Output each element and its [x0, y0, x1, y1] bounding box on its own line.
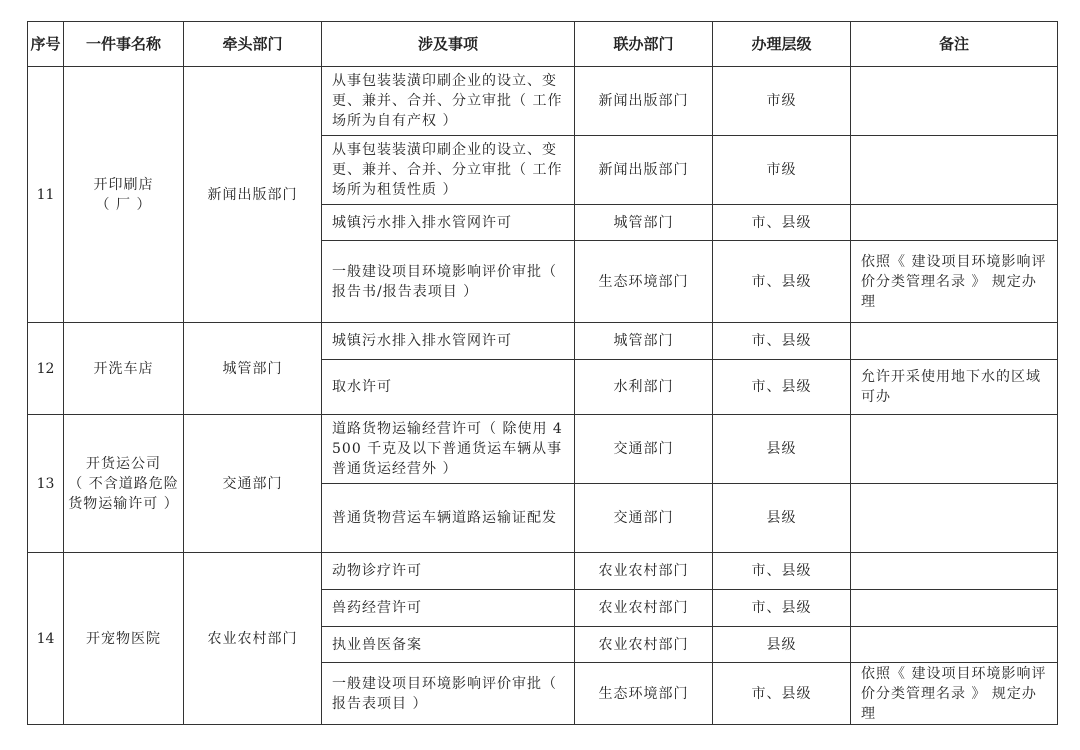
row-note: 依照《 建设项目环境影响评价分类管理名录 》 规定办理: [851, 663, 1058, 725]
row-note: [851, 323, 1058, 360]
row-item: 从事包装装潢印刷企业的设立、变更、兼并、合并、分立审批（ 工作场所为租赁性质 ）: [322, 136, 575, 205]
row-lead-dept: 新闻出版部门: [184, 67, 322, 323]
row-co-dept: 城管部门: [575, 323, 713, 360]
row-item: 动物诊疗许可: [322, 553, 575, 590]
row-level: 市级: [713, 67, 851, 136]
row-note: [851, 415, 1058, 484]
row-co-dept: 新闻出版部门: [575, 67, 713, 136]
row-level: 县级: [713, 627, 851, 663]
row-name: [64, 415, 184, 553]
row-item: 一般建设项目环境影响评价审批（ 报告表项目 ）: [322, 663, 575, 725]
row-co-dept: 水利部门: [575, 360, 713, 415]
row-level: 市、县级: [713, 323, 851, 360]
row-item: 从事包装装潢印刷企业的设立、变更、兼并、合并、分立审批（ 工作场所为自有产权 ）: [322, 67, 575, 136]
row-item: 一般建设项目环境影响评价审批（ 报告书/报告表项目 ）: [322, 241, 575, 323]
header-no: 序号: [28, 22, 64, 67]
row-note: [851, 590, 1058, 627]
row-level: 市级: [713, 136, 851, 205]
row-name: 开洗车店: [64, 323, 184, 415]
row-note: [851, 553, 1058, 590]
row-lead-dept: 农业农村部门: [184, 553, 322, 725]
row-co-dept: 农业农村部门: [575, 553, 713, 590]
row-no: 14: [28, 553, 64, 725]
row-no: 13: [28, 415, 64, 553]
row-level: 市、县级: [713, 663, 851, 725]
row-lead-dept: 城管部门: [184, 323, 322, 415]
row-item: 兽药经营许可: [322, 590, 575, 627]
row-level: 市、县级: [713, 360, 851, 415]
row-no: 11: [28, 67, 64, 323]
row-level: 市、县级: [713, 205, 851, 241]
row-co-dept: 交通部门: [575, 415, 713, 484]
row-name: [64, 67, 184, 323]
header-name: 一件事名称: [64, 22, 184, 67]
row-note: [851, 484, 1058, 553]
row-co-dept: 生态环境部门: [575, 241, 713, 323]
header-row: [28, 22, 1058, 67]
row-co-dept: 农业农村部门: [575, 590, 713, 627]
row-co-dept: 农业农村部门: [575, 627, 713, 663]
row-item: 执业兽医备案: [322, 627, 575, 663]
row-note: [851, 67, 1058, 136]
row-name-line: 开货运公司 （ 不含道路危险货物运输许可 ）: [68, 455, 179, 512]
row-item: 城镇污水排入排水管网许可: [322, 323, 575, 360]
row-level: 县级: [713, 415, 851, 484]
row-note: 依照《 建设项目环境影响评价分类管理名录 》 规定办理: [851, 241, 1058, 323]
row-level: 市、县级: [713, 553, 851, 590]
row-note: 允许开采使用地下水的区域可办: [851, 360, 1058, 415]
row-level: 市、县级: [713, 241, 851, 323]
row-note: [851, 136, 1058, 205]
table-row: [28, 323, 1058, 360]
row-level: 市、县级: [713, 590, 851, 627]
header-lead-dept: 牵头部门: [184, 22, 322, 67]
table-row: [28, 415, 1058, 484]
row-note: [851, 205, 1058, 241]
row-name: 开宠物医院: [64, 553, 184, 725]
row-co-dept: 交通部门: [575, 484, 713, 553]
row-co-dept: 生态环境部门: [575, 663, 713, 725]
row-item: 取水许可: [322, 360, 575, 415]
header-co-dept: 联办部门: [575, 22, 713, 67]
row-item: 道路货物运输经营许可（ 除使用 4500 千克及以下普通货运车辆从事普通货运经营外 ）: [322, 415, 575, 484]
row-item: 普通货物营运车辆道路运输证配发: [322, 484, 575, 553]
row-co-dept: 新闻出版部门: [575, 136, 713, 205]
table-row: [28, 67, 1058, 136]
row-name-line: 开印刷店 （ 厂 ）: [93, 176, 154, 213]
row-lead-dept: 交通部门: [184, 415, 322, 553]
row-item: 城镇污水排入排水管网许可: [322, 205, 575, 241]
header-notes: 备注: [851, 22, 1058, 67]
row-note: [851, 627, 1058, 663]
row-co-dept: 城管部门: [575, 205, 713, 241]
header-items: 涉及事项: [322, 22, 575, 67]
table-row: [28, 553, 1058, 590]
row-level: 县级: [713, 484, 851, 553]
approval-table: [27, 21, 1058, 725]
row-no: 12: [28, 323, 64, 415]
header-level: 办理层级: [713, 22, 851, 67]
